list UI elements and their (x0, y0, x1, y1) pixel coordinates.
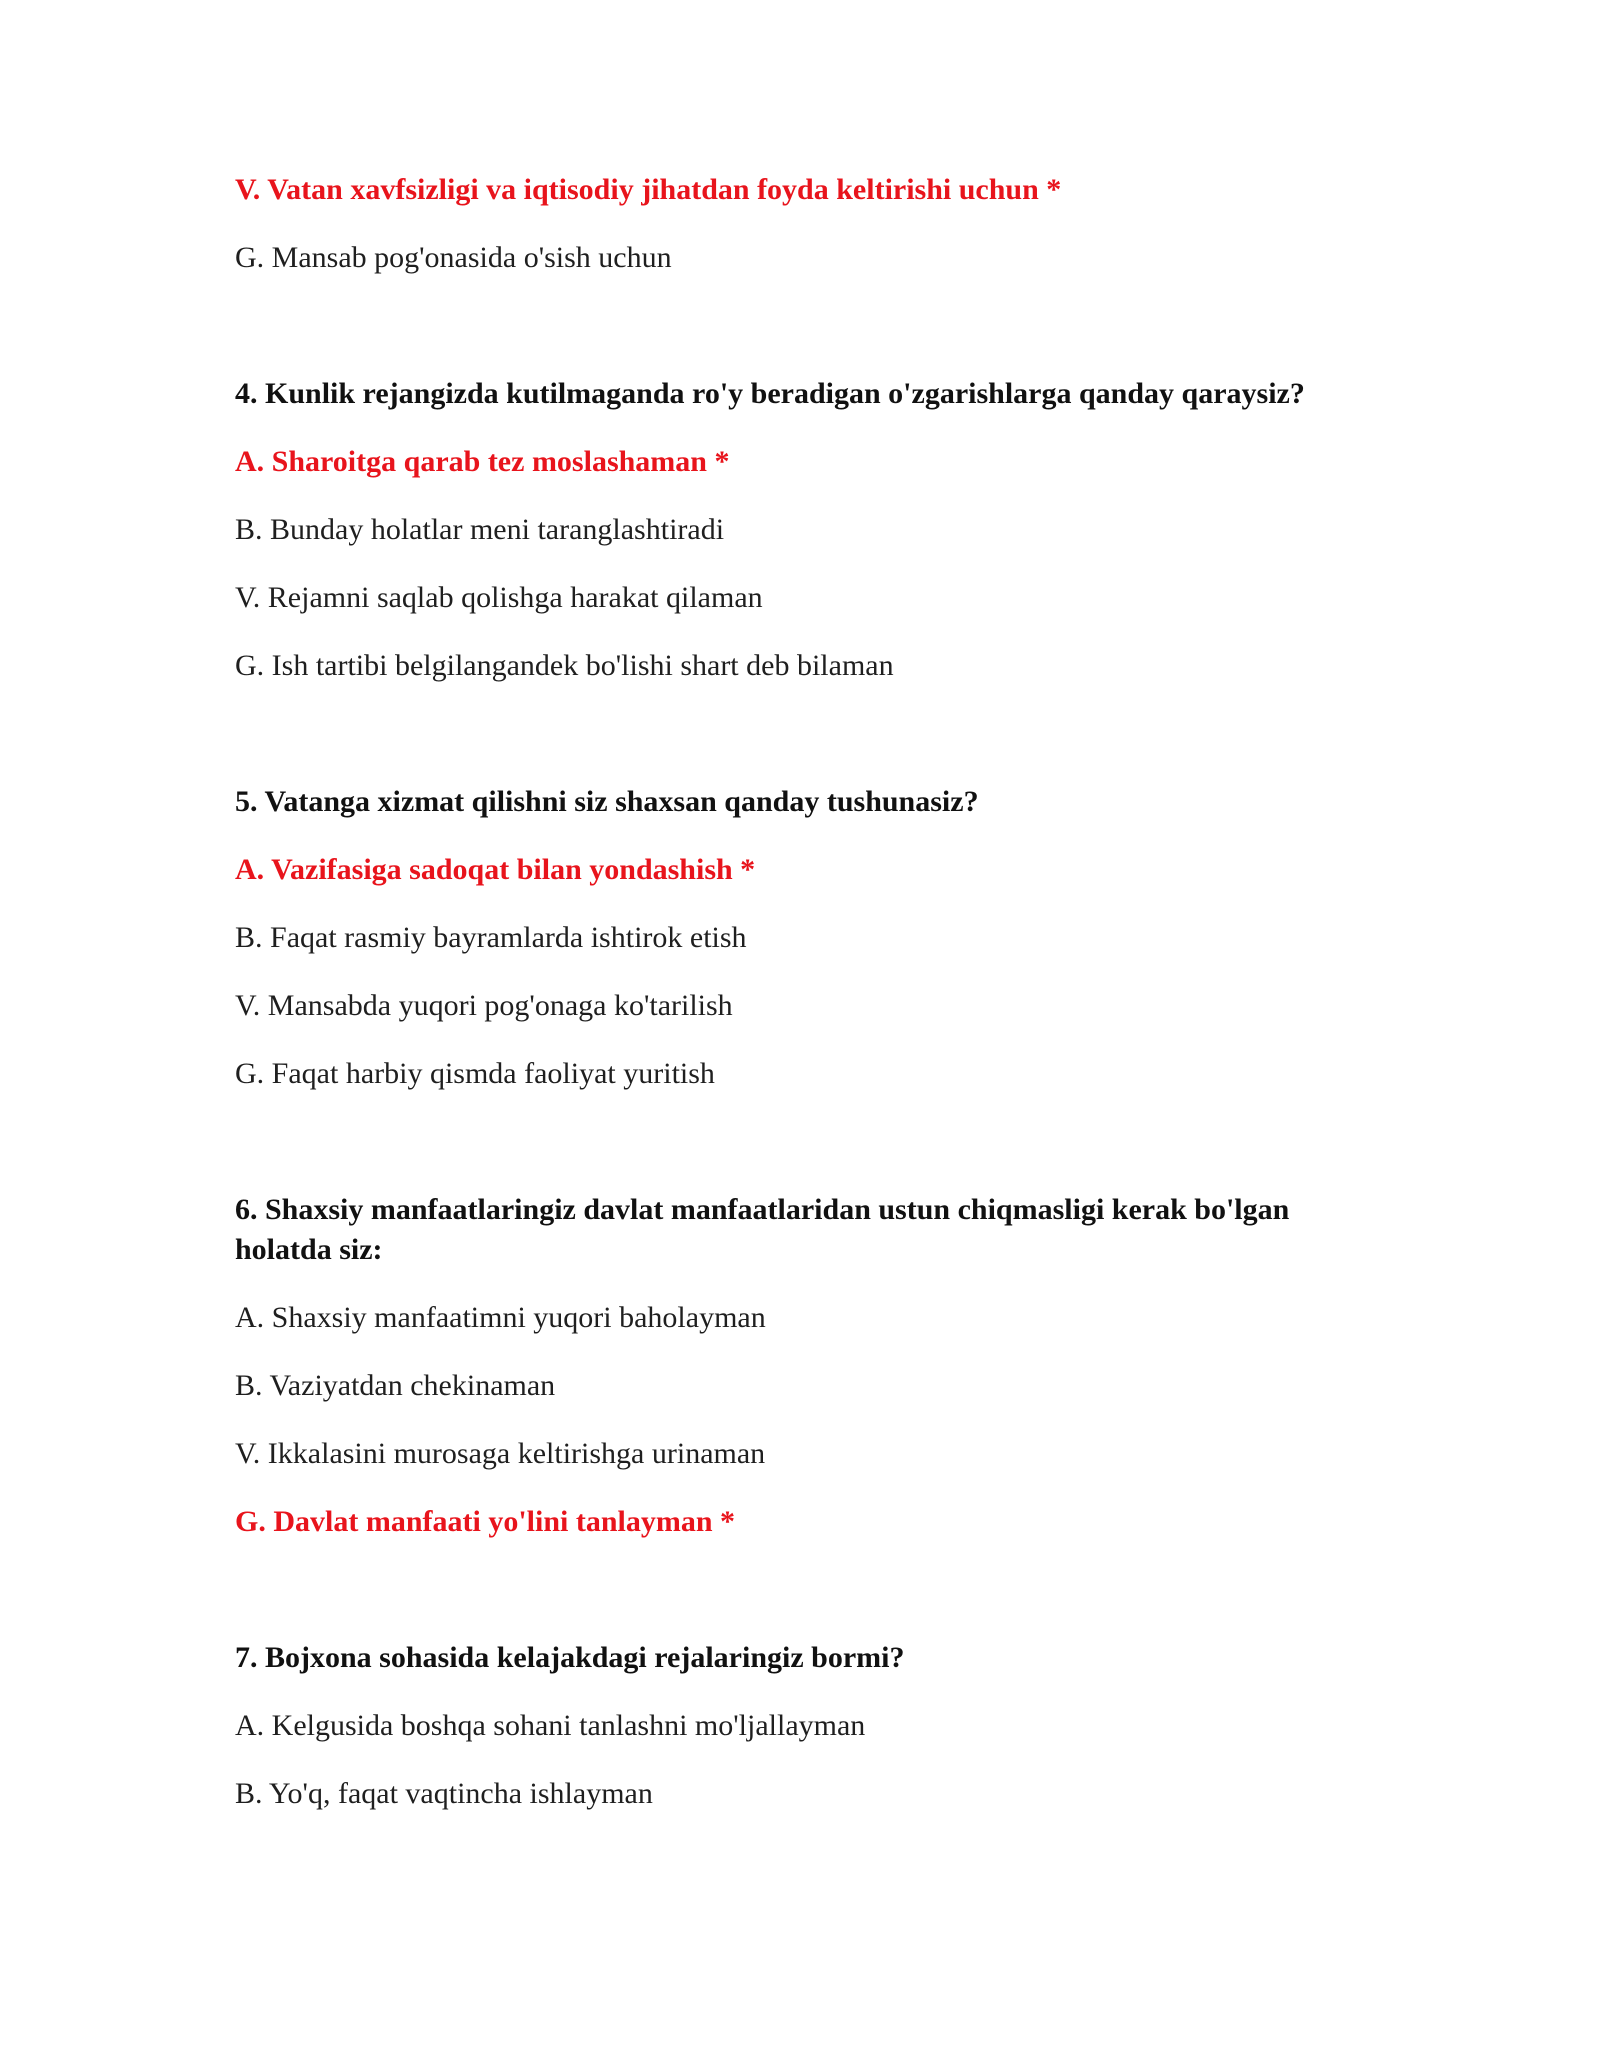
option: G. Ish tartibi belgilangandek bo'lishi shart deb bilaman (235, 649, 894, 682)
option-correct: V. Vatan xavfsizligi va iqtisodiy jihatdan foyda keltirishi uchun * (235, 173, 1062, 206)
spacer (235, 1570, 1375, 1638)
option: V. Rejamni saqlab qolishga harakat qilaman (235, 581, 763, 614)
question-title: 6. Shaxsiy manfaatlaringiz davlat manfaatlaridan ustun chiqmasligi kerak bo'lgan holatda siz: (235, 1193, 1290, 1266)
document-page (235, 170, 1375, 1842)
spacer (235, 1122, 1375, 1190)
spacer (235, 306, 1375, 374)
option: G. Mansab pog'onasida o'sish uchun (235, 241, 672, 274)
option: A. Kelgusida boshqa sohani tanlashni mo'ljallayman (235, 1709, 866, 1742)
option: G. Faqat harbiy qismda faoliyat yuritish (235, 1057, 715, 1090)
question-title: 7. Bojxona sohasida kelajakdagi rejalaringiz bormi? (235, 1641, 905, 1674)
question-title: 5. Vatanga xizmat qilishni siz shaxsan qanday tushunasiz? (235, 785, 979, 818)
option: B. Yo'q, faqat vaqtincha ishlayman (235, 1777, 653, 1810)
option-correct: A. Vazifasiga sadoqat bilan yondashish * (235, 853, 756, 886)
question-title: 4. Kunlik rejangizda kutilmaganda ro'y beradigan o'zgarishlarga qanday qaraysiz? (235, 377, 1305, 410)
option: A. Shaxsiy manfaatimni yuqori baholayman (235, 1301, 766, 1334)
option: V. Mansabda yuqori pog'onaga ko'tarilish (235, 989, 733, 1022)
option-correct: A. Sharoitga qarab tez moslashaman * (235, 445, 730, 478)
option: B. Bunday holatlar meni taranglashtiradi (235, 513, 725, 546)
spacer (235, 714, 1375, 782)
option-correct: G. Davlat manfaati yo'lini tanlayman * (235, 1505, 736, 1538)
option: B. Faqat rasmiy bayramlarda ishtirok etish (235, 921, 747, 954)
option: B. Vaziyatdan chekinaman (235, 1369, 556, 1402)
option: V. Ikkalasini murosaga keltirishga urinaman (235, 1437, 766, 1470)
